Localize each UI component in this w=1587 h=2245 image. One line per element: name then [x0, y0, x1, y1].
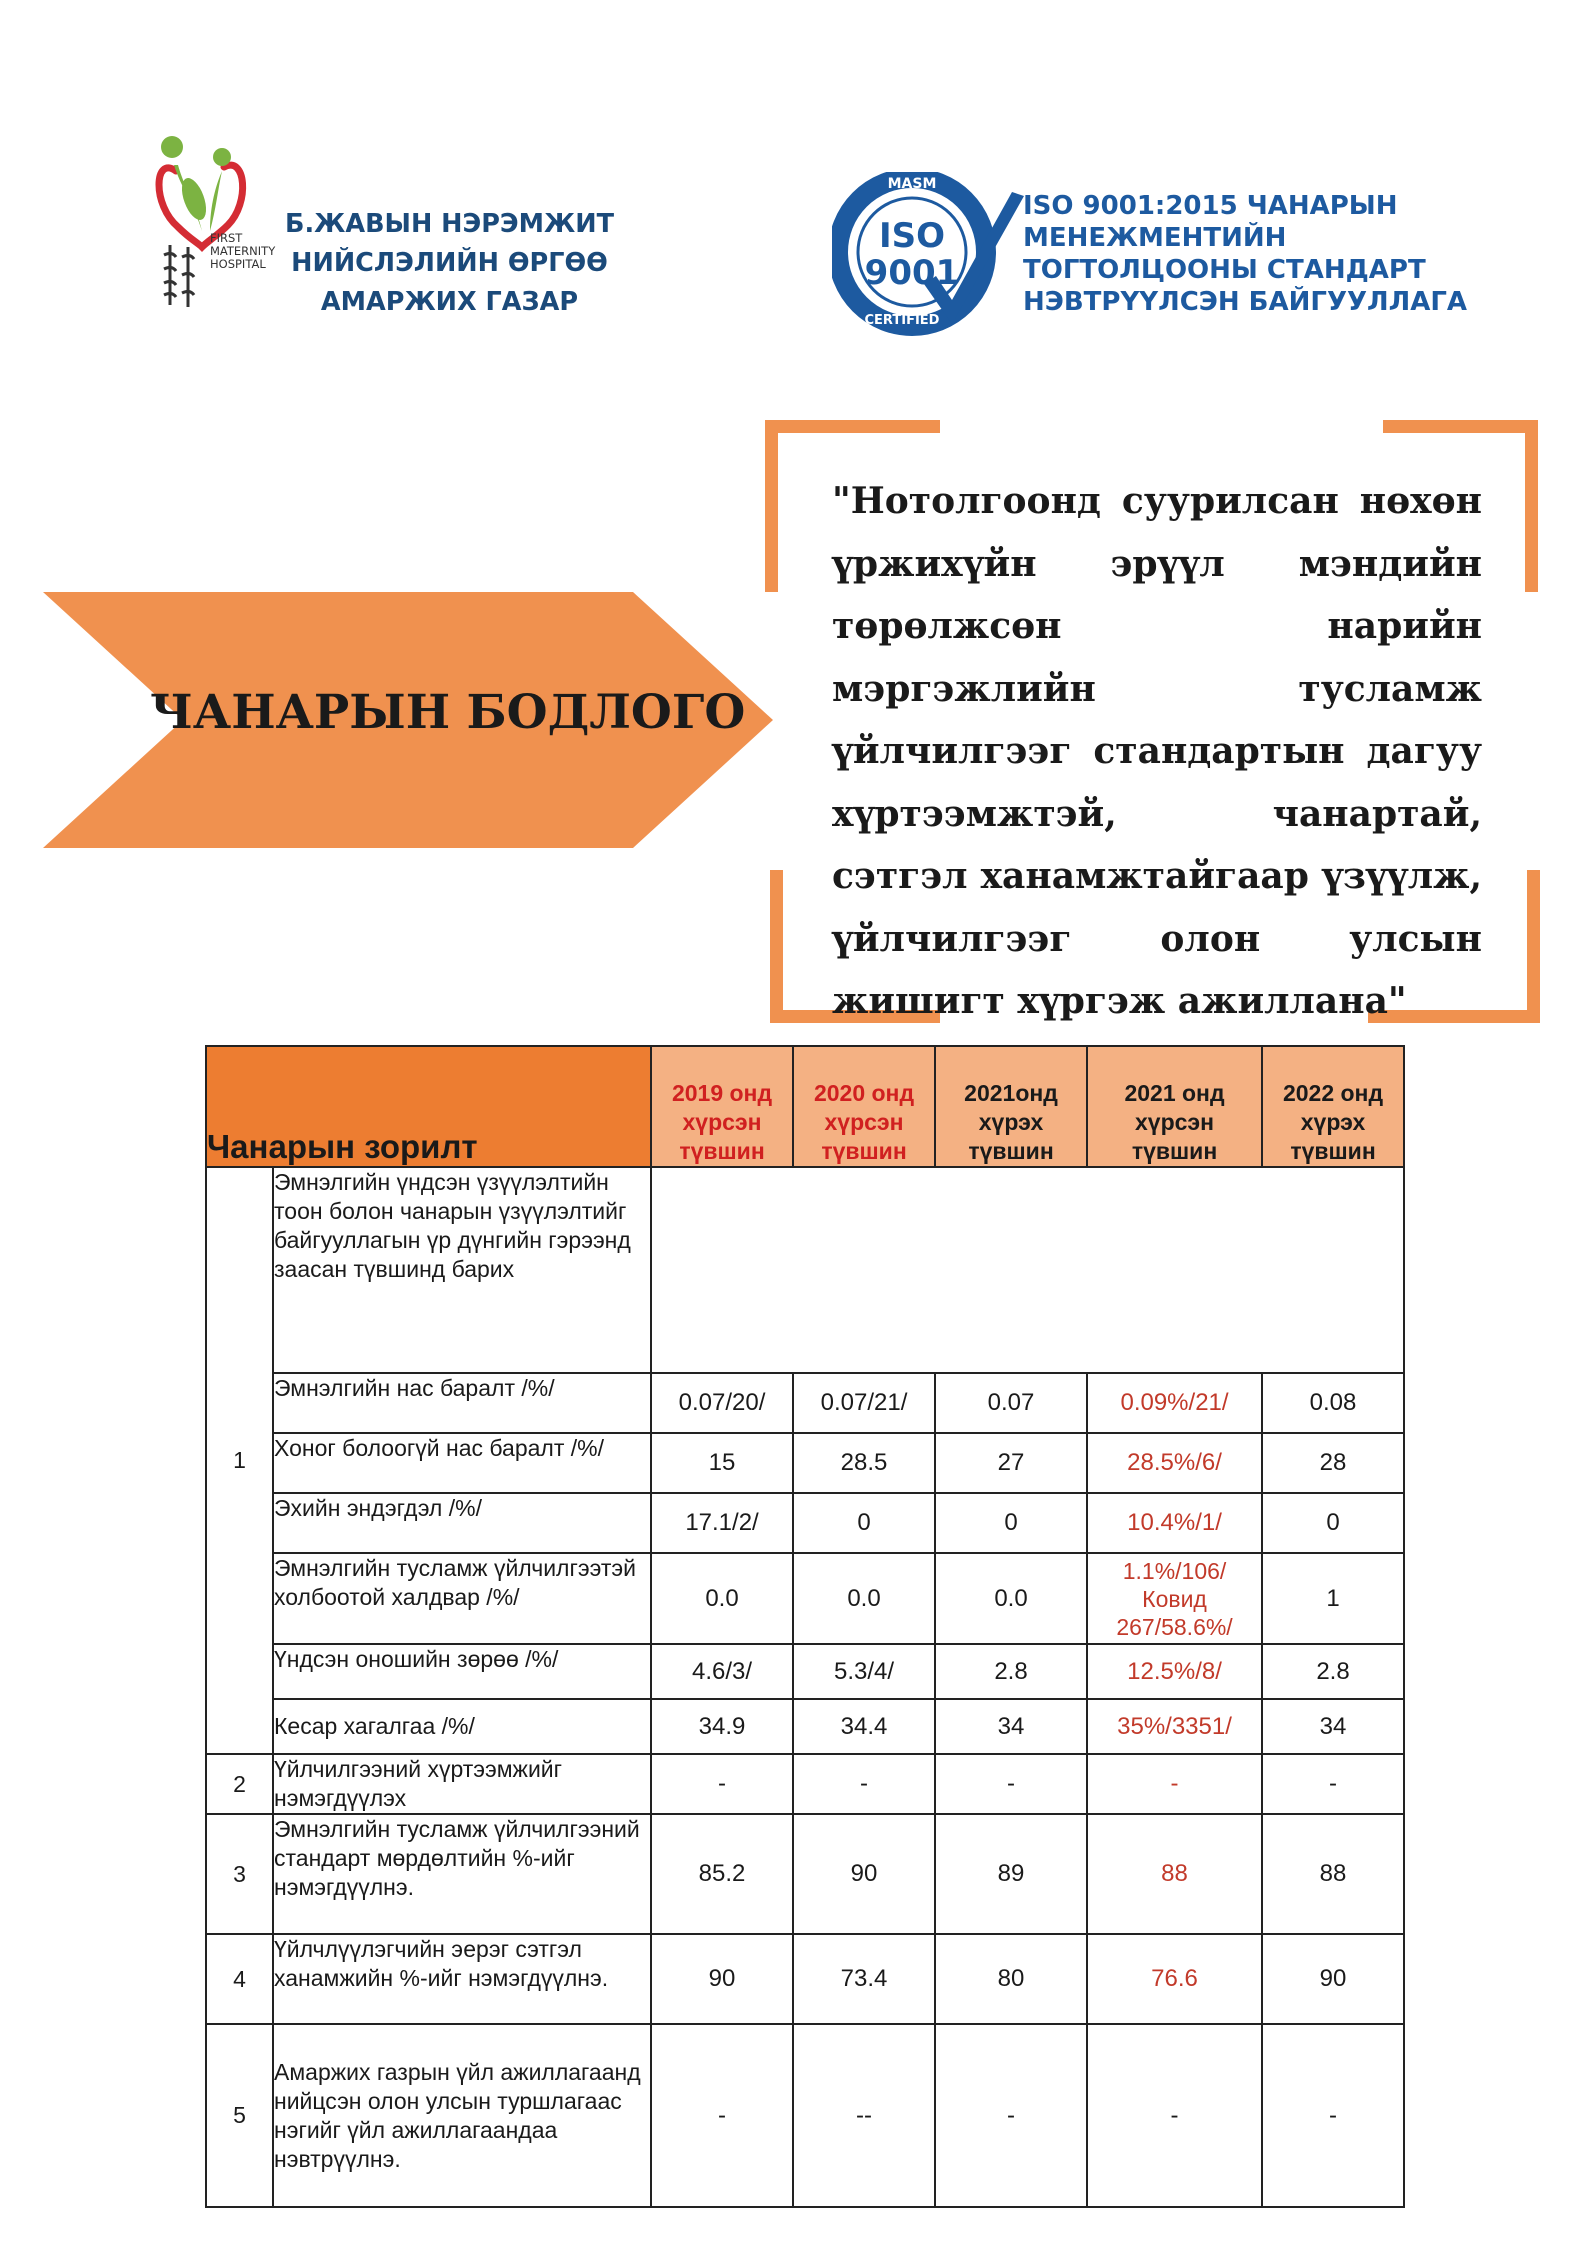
quality-goals-table [205, 1045, 1405, 2208]
table-row [206, 1433, 1404, 1493]
value-cell: 89 [935, 1814, 1087, 1934]
bracket-left-top [765, 420, 940, 433]
value-cell: - [1262, 2024, 1404, 2207]
policy-title: ЧАНАРЫН БОДЛОГО [150, 685, 746, 740]
value-cell: 28.5%/6/ [1087, 1433, 1262, 1493]
value-cell: 2.8 [1262, 1644, 1404, 1699]
header-2019-achieved: 2019 онд хүрсэн түвшин [651, 1046, 793, 1167]
value-cell: 27 [935, 1433, 1087, 1493]
value-cell: 10.4%/1/ [1087, 1493, 1262, 1553]
value-cell: 0.09%/21/ [1087, 1373, 1262, 1433]
value-cell: 85.2 [651, 1814, 793, 1934]
value-cell: 15 [651, 1433, 793, 1493]
bracket-right-side-top [1525, 420, 1538, 592]
goal-description: Үйлчилгээний хүртээмжийг нэмэгдүүлэх [273, 1754, 651, 1814]
bracket-right-top [1383, 420, 1538, 433]
indicator-label: Кесар хагалгаа /%/ [273, 1699, 651, 1754]
goal-description: Үйлчлүүлэгчийн эерэг сэтгэл ханамжийн %-ийг нэмэгдүүлнэ. [273, 1934, 651, 2024]
value-cell: 1 [1262, 1553, 1404, 1644]
policy-quote: "Нотолгоонд суурилсан нөхөн үржихүйн эрүүл мэндийн төрөлжсөн нарийн мэргэжлийн тусламж үйлчилгээг стандартын дагуу хүртээмжтэй, чанартай, сэтгэл ханамжтайгаар үзүүлж, үйлчилгээг олон улсын жишигт хүргэж ажиллана" [832, 480, 1482, 1022]
goal-description: Эмнэлгийн үндсэн үзүүлэлтийн тоон болон чанарын үзүүлэлтийг байгууллагын үр дүнгийн гэрээнд заасан түвшинд барих [273, 1167, 651, 1373]
iso-seal-top: MASM [887, 176, 937, 192]
row-number: 4 [206, 1934, 273, 2024]
value-cell: - [651, 1754, 793, 1814]
bracket-left-side-bottom [770, 870, 783, 1022]
value-cell: 0.07/20/ [651, 1373, 793, 1433]
value-cell: 0.0 [935, 1553, 1087, 1644]
value-cell: 73.4 [793, 1934, 935, 2024]
value-cell: 0 [1262, 1493, 1404, 1553]
iso-seal-line2: 9001 [864, 253, 960, 293]
header-goal: Чанарын зорилт [206, 1046, 651, 1167]
indicator-label: Үндсэн оношийн зөрөө /%/ [273, 1644, 651, 1699]
value-cell: - [793, 1754, 935, 1814]
value-cell: 76.6 [1087, 1934, 1262, 2024]
table-row [206, 1699, 1404, 1754]
table-row [206, 1373, 1404, 1433]
hospital-name: Б.ЖАВЫН НЭРЭМЖИТ НИЙСЛЭЛИЙН ӨРГӨӨ АМАРЖИХ ГАЗАР [285, 209, 614, 317]
indicator-label: Хоног болоогүй нас баралт /%/ [273, 1433, 651, 1493]
row-number: 2 [206, 1754, 273, 1814]
value-cell: 90 [793, 1814, 935, 1934]
value-cell: 34.9 [651, 1699, 793, 1754]
value-cell: 90 [651, 1934, 793, 2024]
table-row [206, 2024, 1404, 2207]
empty-cell [651, 1167, 1404, 1373]
row-number: 5 [206, 2024, 273, 2207]
header-2021-target: 2021онд хүрэх түвшин [935, 1046, 1087, 1167]
header-2022-target: 2022 онд хүрэх түвшин [1262, 1046, 1404, 1167]
row-number: 1 [206, 1167, 273, 1754]
value-cell: 35%/3351/ [1087, 1699, 1262, 1754]
table-row [206, 1934, 1404, 2024]
value-cell: 5.3/4/ [793, 1644, 935, 1699]
iso-seal-line1: ISO [878, 216, 946, 256]
value-cell: 0.0 [793, 1553, 935, 1644]
value-cell: 0.07 [935, 1373, 1087, 1433]
value-cell: - [1087, 1754, 1262, 1814]
table-header-row [206, 1046, 1404, 1167]
value-cell: 28 [1262, 1433, 1404, 1493]
value-cell: 88 [1087, 1814, 1262, 1934]
value-cell: 34 [935, 1699, 1087, 1754]
indicator-label: Эмнэлгийн нас баралт /%/ [273, 1373, 651, 1433]
iso-certification-text: ISO 9001:2015 ЧАНАРЫН МЕНЕЖМЕНТИЙН ТОГТОЛЦООНЫ СТАНДАРТ НЭВТРҮҮЛСЭН БАЙГУУЛЛАГА [1023, 191, 1468, 317]
goal-description: Амаржих газрын үйл ажиллагаанд нийцсэн олон улсын туршлагаас нэгийг үйл ажиллагаандаа нэвтрүүлнэ. [273, 2024, 651, 2207]
value-cell: 0.08 [1262, 1373, 1404, 1433]
value-cell: 0.07/21/ [793, 1373, 935, 1433]
table-row [206, 1167, 1404, 1373]
value-cell: 0 [793, 1493, 935, 1553]
value-cell: 28.5 [793, 1433, 935, 1493]
value-cell: - [1087, 2024, 1262, 2207]
header-2020-achieved: 2020 онд хүрсэн түвшин [793, 1046, 935, 1167]
hospital-logo-caption: FIRST MATERNITY HOSPITAL [210, 231, 276, 271]
value-cell: 2.8 [935, 1644, 1087, 1699]
value-cell: 12.5%/8/ [1087, 1644, 1262, 1699]
value-cell: 4.6/3/ [651, 1644, 793, 1699]
table-row [206, 1644, 1404, 1699]
hospital-logo [150, 135, 290, 315]
value-cell: 34 [1262, 1699, 1404, 1754]
value-cell: - [935, 1754, 1087, 1814]
iso-seal-bottom: CERTIFIED [864, 313, 940, 328]
value-cell: -- [793, 2024, 935, 2207]
value-cell: 80 [935, 1934, 1087, 2024]
header-2021-achieved: 2021 онд хүрсэн түвшин [1087, 1046, 1262, 1167]
value-cell: 90 [1262, 1934, 1404, 2024]
value-cell: 34.4 [793, 1699, 935, 1754]
table-row [206, 1493, 1404, 1553]
value-cell: - [1262, 1754, 1404, 1814]
bracket-right-side-bottom [1527, 870, 1540, 1022]
indicator-label: Эмнэлгийн тусламж үйлчилгээтэй холбоотой халдвар /%/ [273, 1553, 651, 1644]
table-row [206, 1814, 1404, 1934]
value-cell: 17.1/2/ [651, 1493, 793, 1553]
value-cell: 0.0 [651, 1553, 793, 1644]
goal-description: Эмнэлгийн тусламж үйлчилгээний стандарт мөрдөлтийн %-ийг нэмэгдүүлнэ. [273, 1814, 651, 1934]
value-cell: 1.1%/106/ Ковид 267/58.6%/ [1087, 1553, 1262, 1644]
iso-certified-seal [832, 172, 1027, 337]
table-row [206, 1553, 1404, 1644]
value-cell: - [651, 2024, 793, 2207]
table-row [206, 1754, 1404, 1814]
row-number: 3 [206, 1814, 273, 1934]
value-cell: 88 [1262, 1814, 1404, 1934]
bracket-left-side-top [765, 420, 778, 592]
value-cell: - [935, 2024, 1087, 2207]
value-cell: 0 [935, 1493, 1087, 1553]
indicator-label: Эхийн эндэгдэл /%/ [273, 1493, 651, 1553]
